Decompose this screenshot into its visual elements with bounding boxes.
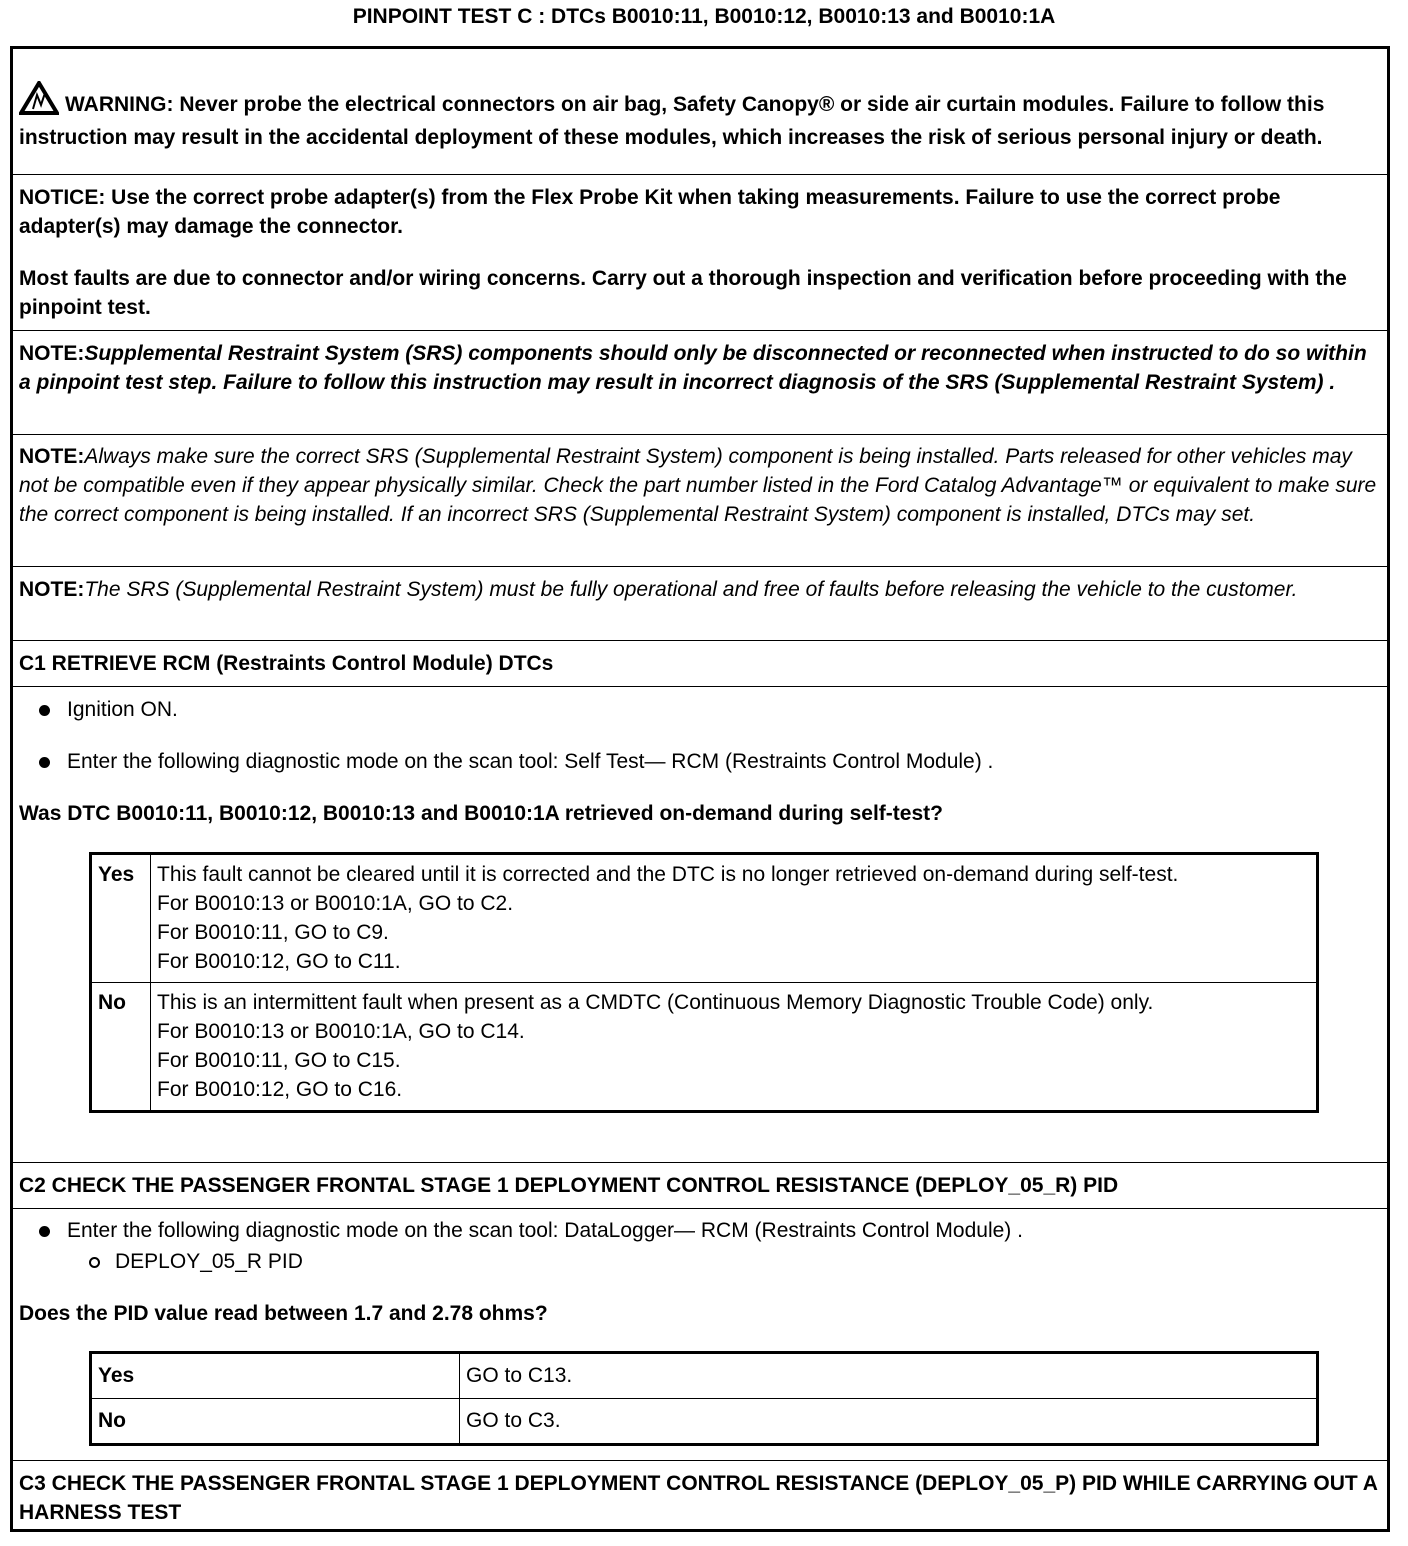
note-srs-disconnect	[13, 331, 1387, 435]
note-srs-install	[13, 435, 1387, 567]
table-row-yes	[91, 854, 1318, 983]
notice-text-faults: Most faults are due to connector and/or wiring concerns. Carry out a thorough inspection and verification before proceeding with the pinpoint test.	[19, 267, 1347, 319]
warning-text: WARNING: Never probe the electrical connectors on air bag, Safety Canopy® or side air curtain modules. Failure to follow this instruction may result in the accidental deployment of these modules, which increases the risk of serious personal injury or death.	[19, 93, 1325, 149]
note-text: Always make sure the correct SRS (Supplemental Restraint System) component is being installed. Parts released for other vehicles may not be compatible even if they appear physically similar. Check the part number listed in the Ford Catalog Advantage™ or equivalent to make sure the correct component is being installed. If an incorrect SRS (Supplemental Restraint System) component is installed, DTCs may set.	[19, 445, 1377, 526]
answer-line[interactable]: For B0010:12, GO to C16.	[157, 1078, 403, 1101]
table-row-no	[91, 983, 1318, 1112]
c1-step: Ignition ON.	[19, 695, 1381, 724]
note-text: The SRS (Supplemental Restraint System) must be fully operational and free of faults before releasing the vehicle to the customer.	[84, 578, 1298, 601]
answer-line[interactable]: For B0010:13 or B0010:1A, GO to C14.	[157, 1020, 525, 1043]
answer-line[interactable]: For B0010:13 or B0010:1A, GO to C2.	[157, 892, 514, 915]
c1-answer-table	[89, 852, 1319, 1113]
note-label: NOTE:	[19, 445, 85, 468]
answer-text[interactable]: GO to C13.	[460, 1353, 1318, 1399]
notice-section	[13, 175, 1387, 331]
notice-text: NOTICE: Use the correct probe adapter(s) from the Flex Probe Kit when taking measurements. Failure to use the correct probe adapter(s) may damage the connector.	[19, 186, 1281, 238]
c2-header: C2 CHECK THE PASSENGER FRONTAL STAGE 1 DEPLOYMENT CONTROL RESISTANCE (DEPLOY_05_R) PID	[13, 1163, 1387, 1209]
c2-answer-table	[89, 1351, 1319, 1446]
answer-line: This is an intermittent fault when present as a CMDTC (Continuous Memory Diagnostic Trouble Code) only.	[157, 991, 1154, 1014]
note-label: NOTE:	[19, 342, 85, 365]
answer-line: This fault cannot be cleared until it is corrected and the DTC is no longer retrieved on-demand during self-test.	[157, 863, 1179, 886]
answer-line[interactable]: For B0010:11, GO to C9.	[157, 921, 389, 944]
c1-step: Enter the following diagnostic mode on the scan tool: Self Test— RCM (Restraints Control Module) .	[19, 747, 1381, 776]
table-row-yes	[91, 1353, 1318, 1399]
c1-body	[13, 687, 1387, 1163]
c2-step: Enter the following diagnostic mode on the scan tool: DataLogger— RCM (Restraints Control Module) .	[19, 1216, 1381, 1245]
answer-text	[151, 854, 1318, 983]
c3-header: C3 CHECK THE PASSENGER FRONTAL STAGE 1 DEPLOYMENT CONTROL RESISTANCE (DEPLOY_05_P) PID WHILE CARRYING OUT A HARNESS TEST	[19, 1472, 1378, 1524]
c1-header: C1 RETRIEVE RCM (Restraints Control Module) DTCs	[13, 641, 1387, 687]
pinpoint-test-box	[10, 46, 1390, 1532]
answer-label: Yes	[91, 1353, 460, 1399]
c2-substep: DEPLOY_05_R PID	[19, 1247, 1381, 1276]
answer-label: No	[91, 1399, 460, 1445]
answer-line[interactable]: For B0010:12, GO to C11.	[157, 950, 401, 973]
warning-section	[13, 49, 1387, 175]
page-title: PINPOINT TEST C : DTCs B0010:11, B0010:12, B0010:13 and B0010:1A	[352, 5, 1056, 28]
answer-text[interactable]: GO to C3.	[460, 1399, 1318, 1445]
answer-text	[151, 983, 1318, 1112]
answer-line[interactable]: For B0010:11, GO to C15.	[157, 1049, 401, 1072]
c1-question: Was DTC B0010:11, B0010:12, B0010:13 and B0010:1A retrieved on-demand during self-test?	[19, 802, 943, 825]
note-label: NOTE:	[19, 578, 85, 601]
c2-question: Does the PID value read between 1.7 and 2.78 ohms?	[19, 1302, 548, 1325]
table-row-no	[91, 1399, 1318, 1445]
warning-triangle-icon	[19, 81, 59, 123]
answer-label: Yes	[91, 854, 151, 983]
c2-body	[13, 1209, 1387, 1461]
note-srs-operational	[13, 567, 1387, 641]
answer-label: No	[91, 983, 151, 1112]
note-text: Supplemental Restraint System (SRS) components should only be disconnected or reconnected when instructed to do so within a pinpoint test step. Failure to follow this instruction may result in incorrect diagnosis of the SRS (Supplemental Restraint System) .	[19, 342, 1367, 394]
